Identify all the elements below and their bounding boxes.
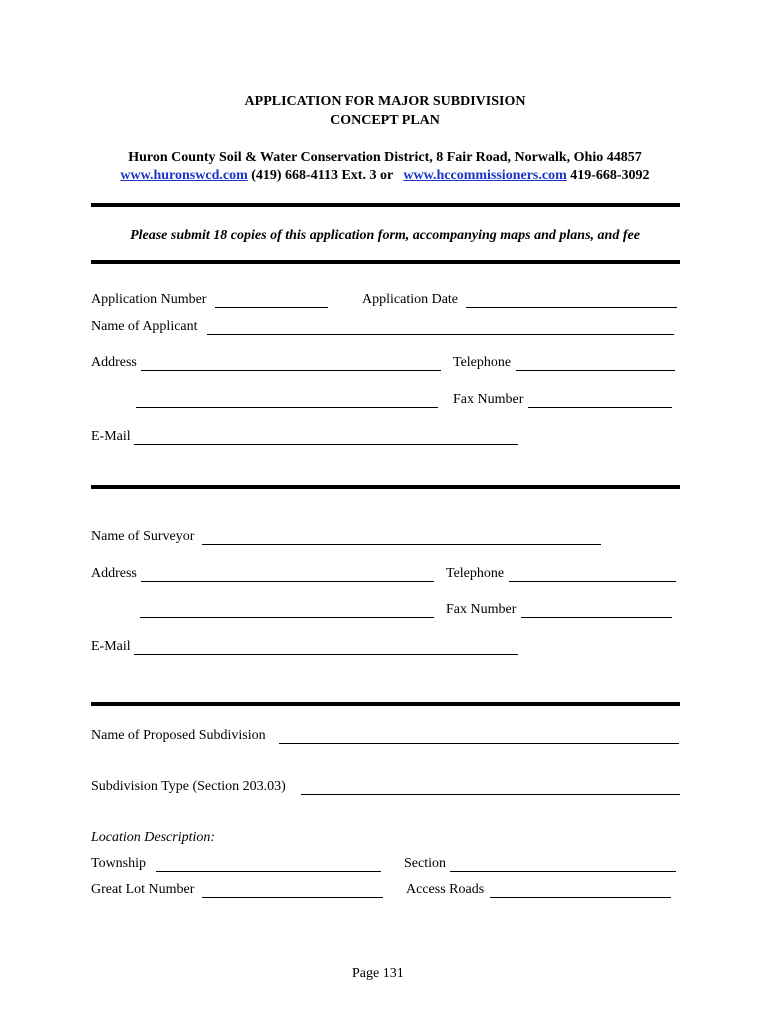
applicant-address-label: Address [91,355,137,370]
access-roads-field[interactable] [490,897,671,898]
instruction-text: Please submit 18 copies of this application form, accompanying maps and plans, and fee [130,228,640,243]
subdivision-type-field[interactable] [301,794,680,795]
hccommissioners-link[interactable]: www.hccommissioners.com [403,168,567,183]
divider [91,203,680,207]
divider [91,702,680,706]
phone-text-2: 419-668-3092 [566,168,650,183]
surveyor-address-field[interactable] [141,581,434,582]
page-number: Page 131 [352,966,404,981]
subdivision-type-label: Subdivision Type (Section 203.03) [91,779,286,794]
surveyor-address-line2-field[interactable] [140,617,434,618]
access-roads-label: Access Roads [406,882,485,897]
surveyor-name-label: Name of Surveyor [91,529,195,544]
section-label: Section [404,856,446,871]
surveyor-name-field[interactable] [202,544,601,545]
application-number-field[interactable] [215,307,328,308]
applicant-telephone-label: Telephone [453,355,512,370]
subdivision-name-label: Name of Proposed Subdivision [91,728,266,743]
surveyor-fax-field[interactable] [521,617,672,618]
location-heading: Location Description: [91,830,216,845]
township-field[interactable] [156,871,381,872]
surveyor-telephone-field[interactable] [509,581,676,582]
form-title-line1: APPLICATION FOR MAJOR SUBDIVISION [244,94,526,109]
surveyor-telephone-label: Telephone [446,566,505,581]
applicant-telephone-field[interactable] [516,370,675,371]
surveyor-address-label: Address [91,566,137,581]
section-field[interactable] [450,871,676,872]
applicant-email-field[interactable] [134,444,518,445]
divider [91,485,680,489]
surveyor-fax-label: Fax Number [446,602,517,617]
applicant-address-field[interactable] [141,370,441,371]
applicant-fax-field[interactable] [528,407,672,408]
form-title-line2: CONCEPT PLAN [330,113,440,128]
applicant-fax-label: Fax Number [453,392,524,407]
surveyor-email-field[interactable] [134,654,518,655]
applicant-address-line2-field[interactable] [136,407,438,408]
phone-text: (419) 668-4113 Ext. 3 or [247,168,404,183]
contact-line [0,168,770,184]
subdivision-name-field[interactable] [279,743,679,744]
great-lot-label: Great Lot Number [91,882,195,897]
surveyor-email-label: E-Mail [91,639,131,654]
great-lot-field[interactable] [202,897,383,898]
township-label: Township [91,856,147,871]
application-date-field[interactable] [466,307,677,308]
applicant-email-label: E-Mail [91,429,131,444]
organization-line: Huron County Soil & Water Conservation District, 8 Fair Road, Norwalk, Ohio 44857 [128,150,642,165]
application-number-label: Application Number [91,292,207,307]
huronswcd-link[interactable]: www.huronswcd.com [120,168,248,183]
applicant-name-field[interactable] [207,334,674,335]
application-date-label: Application Date [362,292,459,307]
applicant-name-label: Name of Applicant [91,319,198,334]
divider [91,260,680,264]
